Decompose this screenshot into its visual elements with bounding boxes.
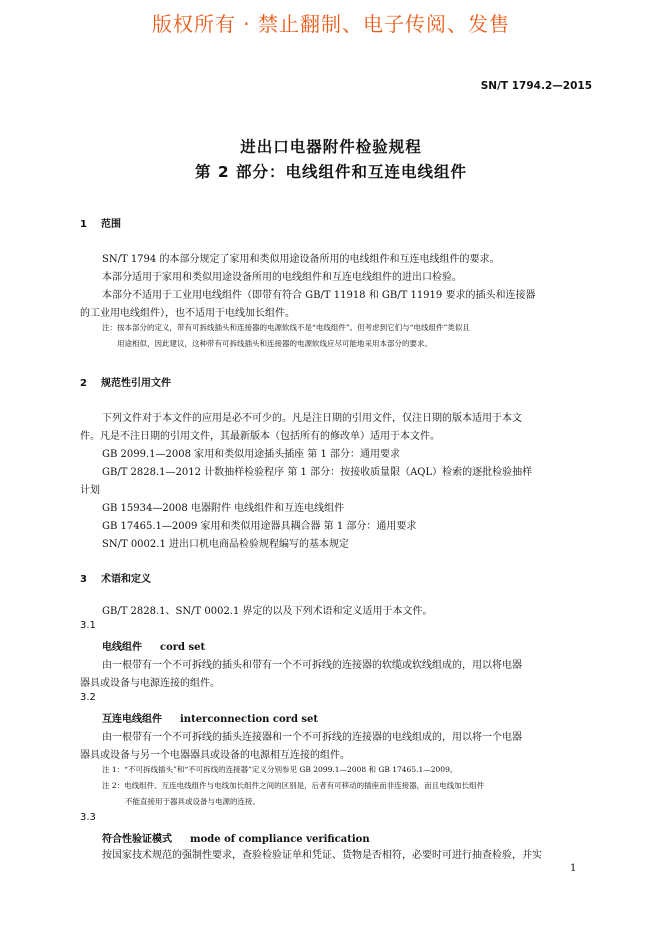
section-2-heading: [80, 374, 171, 389]
reference-item: GB 17465.1—2009 家用和类似用途器具耦合器 第 1 部分：通用要求: [102, 521, 417, 532]
term-definition-continuation: 器具或设备与电源连接的组件。: [80, 678, 220, 689]
section-title: 术语和定义: [101, 574, 151, 585]
term-chinese: 符合性验证模式: [102, 834, 172, 845]
section-number: 2: [80, 378, 87, 389]
reference-item: GB 15934—2008 电器附件 电线组件和互连电线组件: [102, 503, 345, 514]
paragraph: 下列文件对于本文件的应用是必不可少的。凡是注日期的引用文件，仅注日期的版本适用于本文: [102, 413, 522, 424]
term-definition: 由一根带有一个不可拆线的插头连接器和一个不可拆线的连接器的电线组成的，用以将一个电器: [102, 732, 522, 743]
section-3-heading: [80, 570, 151, 585]
section-title: 规范性引用文件: [101, 378, 171, 389]
note: 注 2：电线组件、互连电线组件与电线加长组件之间的区别是，后者有可移动的插座而非连接器，而且电线加长组件: [102, 781, 485, 790]
note: 注：按本部分的定义，带有可拆线插头和连接器的电源软线不是“电线组件”。但考虑到它们与“电线组件”类似且: [102, 323, 470, 332]
term-number: 3.3: [80, 812, 96, 823]
term-entry: [102, 830, 370, 845]
paragraph: GB/T 2828.1、SN/T 0002.1 界定的以及下列术语和定义适用于本文件。: [102, 606, 433, 617]
page-number: 1: [570, 863, 577, 874]
reference-item: GB 2099.1—2008 家用和类似用途插头插座 第 1 部分：通用要求: [102, 449, 401, 460]
term-number: 3.2: [80, 692, 96, 703]
paragraph-continuation: 的工业用电线组件），也不适用于电线加长组件。: [80, 308, 295, 319]
paragraph: SN/T 1794 的本部分规定了家用和类似用途设备所用的电线组件和互连电线组件的要求。: [102, 254, 500, 265]
term-english: mode of compliance verification: [190, 834, 370, 845]
note-continuation: 不能直接用于器具或设备与电源的连接。: [125, 797, 260, 806]
note-continuation: 用途相似，因此建议，这种带有可拆线插头和连接器的电源软线应尽可能地采用本部分的要求。: [117, 339, 432, 348]
section-1-heading: [80, 215, 121, 230]
standard-code: SN/T 1794.2—2015: [480, 80, 592, 92]
term-chinese: 电线组件: [102, 642, 142, 653]
term-definition: 由一根带有一个不可拆线的插头和带有一个不可拆线的连接器的软缆或软线组成的，用以将电器: [102, 660, 522, 671]
reference-continuation: 计划: [80, 485, 100, 496]
document-subtitle: 第 2 部分：电线组件和互连电线组件: [194, 163, 468, 181]
paragraph-continuation: 件。凡是不注日期的引用文件，其最新版本（包括所有的修改单）适用于本文件。: [80, 431, 440, 442]
document-title: 进出口电器附件检验规程: [240, 138, 422, 156]
term-definition-continuation: 器具或设备与另一个电器器具或设备的电源相互连接的组件。: [80, 750, 350, 761]
term-chinese: 互连电线组件: [102, 714, 162, 725]
term-entry: [102, 710, 318, 725]
reference-item: SN/T 0002.1 进出口机电商品检验规程编写的基本规定: [102, 539, 349, 550]
paragraph: 本部分不适用于工业用电线组件（即带有符合 GB/T 11918 和 GB/T 11919 要求的插头和连接器: [102, 290, 536, 301]
section-number: 1: [80, 219, 87, 230]
paragraph: 本部分适用于家用和类似用途设备所用的电线组件和互连电线组件的进出口检验。: [102, 272, 462, 283]
section-title: 范围: [101, 219, 121, 230]
term-definition: 按国家技术规范的强制性要求，查验检验证单和凭证、货物是否相符，必要时可进行抽查检验，并实: [102, 850, 542, 861]
copyright-banner: 版权所有 · 禁止翻制、电子传阅、发售: [151, 12, 511, 36]
section-number: 3: [80, 574, 87, 585]
term-english: interconnection cord set: [180, 714, 319, 725]
term-entry: [102, 638, 205, 653]
term-english: cord set: [160, 642, 206, 653]
term-number: 3.1: [80, 620, 96, 631]
reference-item: GB/T 2828.1—2012 计数抽样检验程序 第 1 部分：按接收质量限（AQL）检索的逐批检验抽样: [102, 467, 533, 478]
note: 注 1：“不可拆线插头”和“不可拆线的连接器”定义分别参见 GB 2099.1—2008 和 GB 17465.1—2009。: [102, 765, 458, 774]
